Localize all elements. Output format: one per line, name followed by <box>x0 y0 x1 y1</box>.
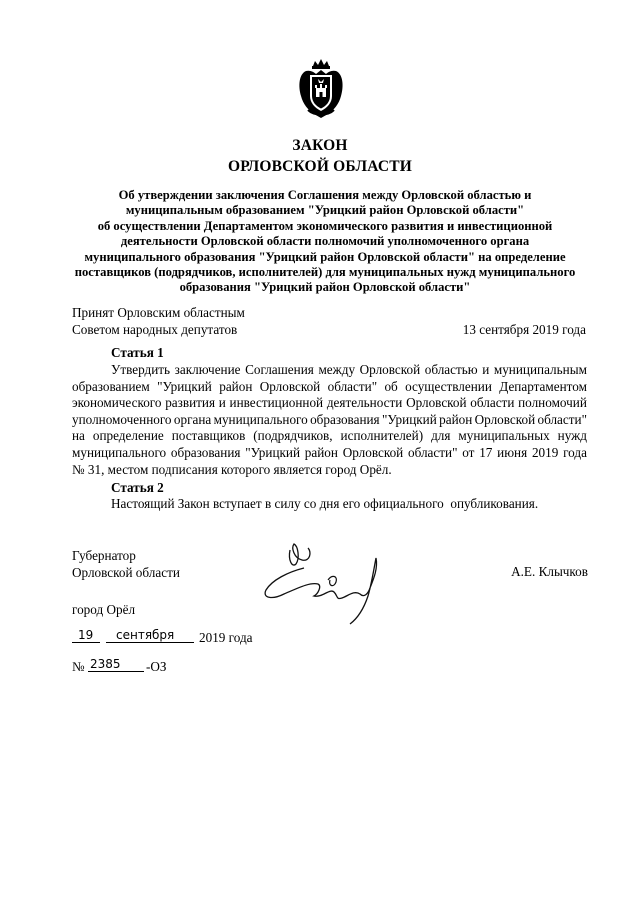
number-prefix: № <box>72 659 85 674</box>
position-line: Губернатор <box>72 548 136 563</box>
subject-line: поставщиков (подрядчиков, исполнителей) для муниципальных нужд муниципального <box>74 265 576 280</box>
subject-line: муниципальным образованием "Урицкий район Орловской области" <box>125 203 525 218</box>
article-1-heading: Статья 1 <box>111 345 164 360</box>
position-line: Орловской области <box>72 565 180 580</box>
number-value: 2385 <box>90 657 121 671</box>
number-underline <box>88 671 144 672</box>
subject-line: об осуществлении Департаментом экономического развития и инвестиционной <box>97 218 553 233</box>
article-2-text <box>72 496 587 513</box>
subject-line: образования "Урицкий район Орловской области" <box>179 280 471 295</box>
adoption-date: 13 сентября 2019 года <box>462 322 586 337</box>
number-suffix: -ОЗ <box>146 659 167 674</box>
law-number <box>72 657 272 677</box>
subject-line: муниципального образования "Урицкий район Орловской области" на определение <box>84 249 566 264</box>
article-line: муниципального образования "Урицкий район Орловской области" от 17 июня 2019 года <box>72 444 587 460</box>
handwritten-signature <box>258 538 390 628</box>
month-underline <box>106 642 194 643</box>
signatory-name: А.Е. Клычков <box>511 564 588 579</box>
signing-date <box>72 628 272 648</box>
article-line: экономического развития и инвестиционной деятельности Орловской области полномочий <box>72 395 587 411</box>
article-line: Утвердить заключение Соглашения между Орловской областью и муниципальным <box>111 362 587 377</box>
date-month: сентября <box>116 628 175 642</box>
adoption-line: Советом народных депутатов <box>72 322 238 337</box>
article-line: образованием "Урицкий район Орловской области" об осуществлении Департаментом <box>72 378 587 394</box>
article-line: уполномоченного органа муниципального образования "Урицкий район Орловской области" <box>72 411 587 427</box>
subject-line: деятельности Орловской области полномочий уполномоченного органа <box>120 234 530 249</box>
law-subject <box>66 188 584 296</box>
article-line: № 31, местом подписания которого является город Орёл. <box>72 461 392 477</box>
date-year: 2019 года <box>199 630 253 645</box>
adoption-line: Принят Орловским областным <box>72 305 245 320</box>
adoption-body <box>72 304 245 338</box>
date-day: 19 <box>78 628 94 642</box>
law-region-title: ОРЛОВСКОЙ ОБЛАСТИ <box>227 158 413 175</box>
law-title: ЗАКОН <box>292 137 348 154</box>
city: город Орёл <box>72 602 136 617</box>
article-2-heading: Статья 2 <box>111 480 164 495</box>
signatory-position <box>72 547 180 581</box>
subject-line: Об утверждении заключения Соглашения между Орловской областью и <box>118 188 532 202</box>
coat-of-arms-emblem <box>296 58 346 120</box>
article-line: Настоящий Закон вступает в силу со дня его официального опубликования. <box>111 496 539 511</box>
article-1-text <box>72 362 587 478</box>
day-underline <box>72 642 100 643</box>
article-line: на определение поставщиков (подрядчиков, исполнителей) для муниципальных нужд <box>72 428 587 444</box>
